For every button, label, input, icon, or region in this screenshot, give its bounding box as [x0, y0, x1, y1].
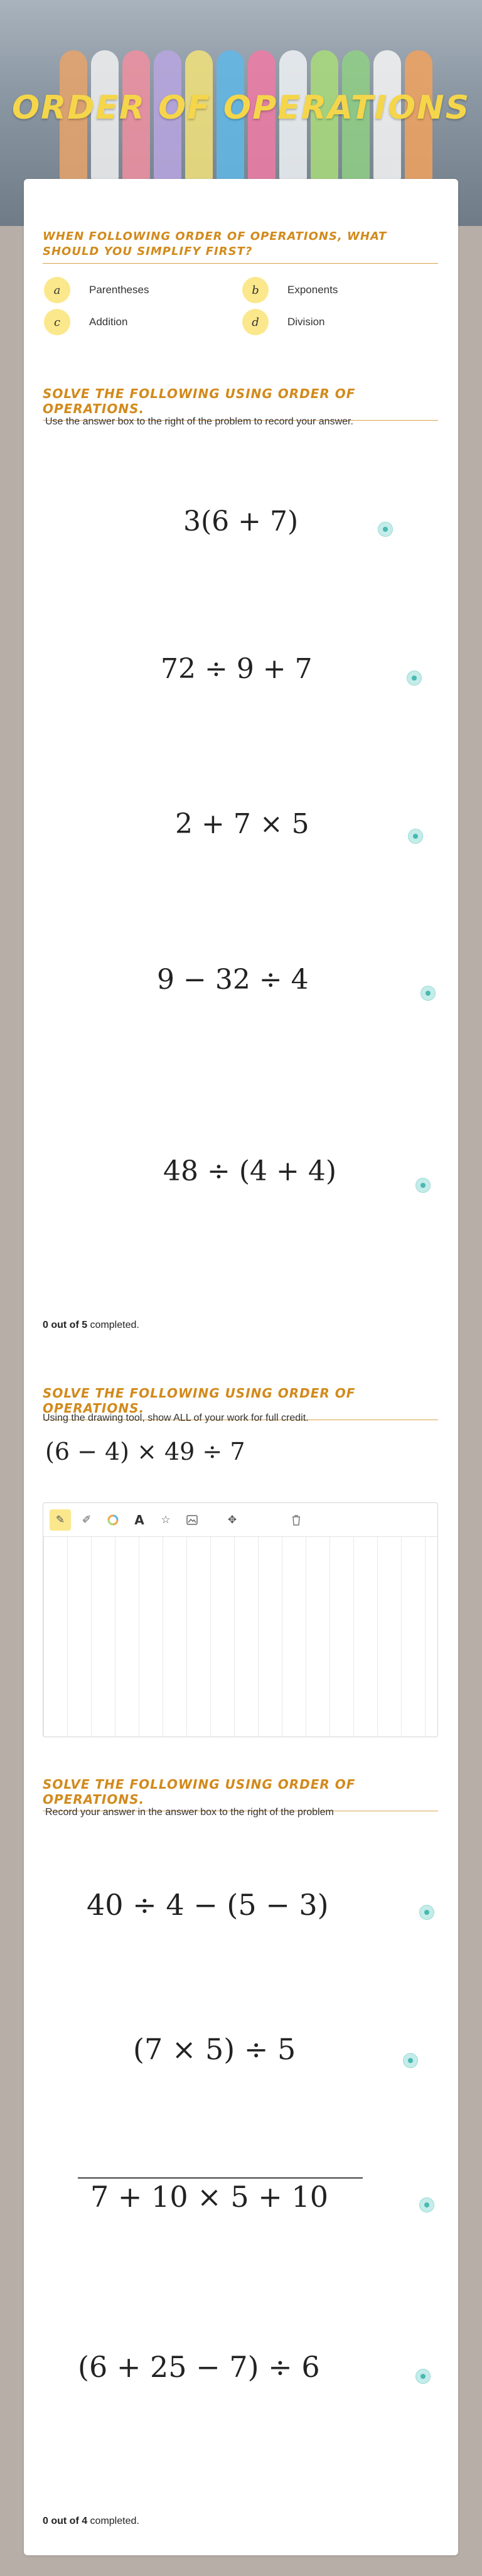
trash-icon[interactable] — [286, 1509, 307, 1531]
page-title: ORDER OF OPERATIONS — [11, 89, 471, 127]
answer-box[interactable] — [415, 2369, 431, 2384]
choice-letter: c — [44, 309, 70, 335]
math-problem: 3(6 + 7) — [183, 505, 299, 537]
fraction-bar — [78, 2177, 363, 2179]
math-problem: 72 ÷ 9 + 7 — [161, 653, 313, 685]
question-4-progress — [43, 2516, 139, 2527]
math-problem: 2 + 7 × 5 — [175, 808, 309, 840]
question-2-progress — [43, 1320, 139, 1331]
progress-suffix: completed. — [87, 1320, 139, 1330]
question-4-title: SOLVE THE FOLLOWING USING ORDER OF OPERATIONS. — [43, 1777, 438, 1811]
answer-box[interactable] — [419, 1905, 434, 1920]
question-2-title: SOLVE THE FOLLOWING USING ORDER OF OPERATIONS. — [43, 386, 438, 421]
progress-count: 0 out of 5 — [43, 1320, 88, 1330]
progress-suffix: completed. — [87, 2516, 139, 2526]
answer-box[interactable] — [403, 2053, 418, 2068]
answer-box[interactable] — [420, 986, 436, 1001]
answer-box[interactable] — [419, 2197, 434, 2212]
math-problem: (6 + 25 − 7) ÷ 6 — [78, 2350, 320, 2384]
text-icon[interactable]: A — [134, 1512, 144, 1528]
question-1-title: WHEN FOLLOWING ORDER OF OPERATIONS, WHAT SHOULD YOU SIMPLIFY FIRST? — [43, 229, 438, 264]
progress-count: 0 out of 4 — [43, 2516, 88, 2526]
choice-d[interactable] — [242, 310, 325, 335]
choice-c[interactable] — [44, 310, 127, 335]
choice-b[interactable] — [242, 278, 338, 303]
question-2-instructions: Use the answer box to the right of the problem to record your answer. — [45, 416, 353, 427]
drawing-toolbar — [43, 1503, 437, 1537]
drawing-canvas[interactable] — [43, 1502, 438, 1737]
move-icon[interactable]: ✥ — [227, 1513, 237, 1526]
question-3-instructions: Using the drawing tool, show ALL of your work for full credit. — [43, 1413, 309, 1423]
choice-a[interactable] — [44, 278, 149, 303]
worksheet-card — [24, 179, 458, 2555]
math-problem: 48 ÷ (4 + 4) — [163, 1155, 336, 1187]
color-icon[interactable] — [102, 1509, 124, 1531]
math-problem: 9 − 32 ÷ 4 — [157, 964, 309, 996]
math-expression: (6 − 4) × 49 ÷ 7 — [45, 1438, 245, 1465]
choice-letter: a — [44, 277, 70, 303]
choice-label: Parentheses — [89, 284, 149, 296]
pencil-icon[interactable]: ✎ — [50, 1509, 71, 1531]
drawing-grid[interactable] — [43, 1537, 437, 1737]
choice-label: Exponents — [287, 284, 338, 296]
question-4-instructions: Record your answer in the answer box to the right of the problem — [45, 1807, 334, 1818]
answer-box[interactable] — [378, 522, 393, 537]
question-3-title: SOLVE THE FOLLOWING USING ORDER OF OPERATIONS. — [43, 1386, 438, 1420]
choice-label: Addition — [89, 316, 128, 328]
answer-box[interactable] — [408, 829, 423, 844]
star-icon[interactable]: ☆ — [161, 1513, 171, 1526]
answer-box[interactable] — [407, 671, 422, 686]
highlighter-icon[interactable]: ✐ — [82, 1513, 92, 1526]
choice-letter: d — [242, 309, 269, 335]
choice-letter: b — [242, 277, 269, 303]
math-problem: (7 × 5) ÷ 5 — [133, 2032, 296, 2066]
math-problem: 40 ÷ 4 − (5 − 3) — [87, 1888, 329, 1922]
answer-box[interactable] — [415, 1178, 431, 1193]
choice-label: Division — [287, 316, 325, 328]
image-icon[interactable] — [181, 1509, 203, 1531]
math-problem: 7 + 10 × 5 + 10 — [90, 2180, 328, 2214]
